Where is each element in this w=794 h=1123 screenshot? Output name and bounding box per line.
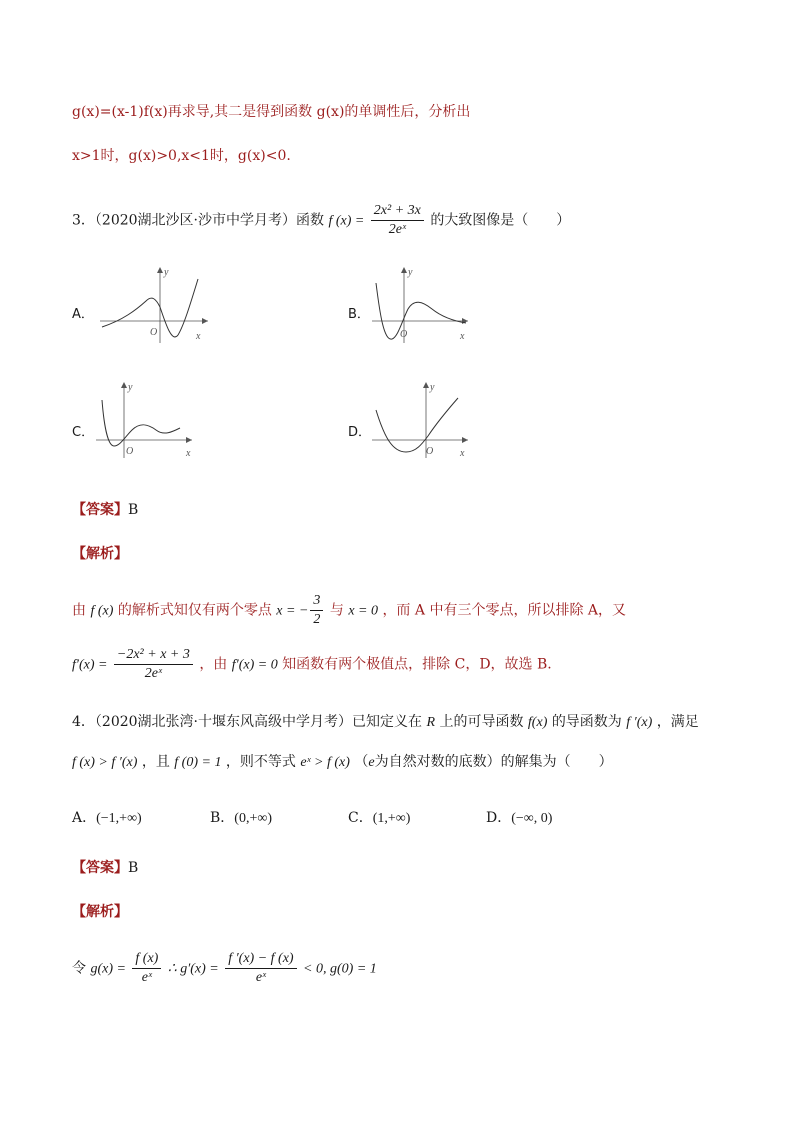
q4-line2-d: 为自然对数的底数）的解集为（ ） [374,754,613,770]
q3-analysis1-x: x = − [276,603,309,619]
q4-option-d[interactable] [486,808,552,829]
intro-line-2: x>1时，g(x)>0,x<1时，g(x)<0. [72,148,291,164]
intro-line-1: g(x)=(x-1)f(x)再求导,其二是得到函数 g(x)的单调性后，分析出 [72,104,471,120]
q3-analysis1-fraction [310,592,323,629]
q3-b-axis-x: x [460,331,465,342]
q3-a-origin: O [150,327,158,338]
q3-a-axis-x: x [196,331,201,342]
q3-answer-tag: 【答案】 [72,502,128,518]
q4-line1-b: 上的可导函数 [439,714,524,730]
q3-analysis1-x0: x = 0 [348,603,378,619]
q4-option-a-label: A． [72,810,97,826]
q3-c-axis-y: y [128,382,133,393]
q4-analysis-line [72,950,377,987]
q4-line2-a: ，且 [141,754,170,770]
q3-analysis-line-1 [72,592,626,629]
q4-option-c-value: (1,+∞) [372,811,411,826]
q4-analysis-heading [72,902,128,922]
q3-b-axis-y: y [408,267,413,278]
q3-a-axis-y: y [164,267,169,278]
q4-option-a-value: (−1,+∞) [96,811,142,826]
q4-answer-value: B [128,860,139,876]
q4-line2-e: e [368,755,375,770]
q3-analysis1-f: f (x) [90,603,114,619]
q4-option-d-value: (−∞, 0) [511,811,553,826]
q3-func-fraction [371,202,424,239]
q4-option-a[interactable] [72,808,142,829]
q3-analysis2-fraction [114,646,193,683]
q4-line2-b: ，则不等式 [225,754,296,770]
q4-line1-fp: f ′(x) [626,715,653,730]
q3-analysis2-lhs: f′(x) = [72,657,108,673]
q4-analysis-num2: f ′(x) − f (x) [225,950,296,969]
q3-option-c-graph[interactable] [94,380,204,460]
q4-analysis-fraction-1 [132,950,161,987]
q4-line1-d: ，满足 [656,714,699,730]
q3-prefix: 3．（2020湖北沙区·沙市中学月考）函数 [72,212,324,229]
q3-answer-value: B [128,502,139,518]
q4-stem-line-2 [72,752,613,773]
q3-suffix: 的大致图像是（ ） [430,212,571,229]
q4-line2-ineq: f (x) > f ′(x) [72,755,138,770]
q4-line1-f: f(x) [527,715,548,730]
q3-analysis1-b: 的解析式知仅有两个零点 [117,602,272,619]
q3-d-axis-y: y [430,382,435,393]
q4-option-c-label: C． [348,810,373,826]
q3-analysis2-a: ，由 [199,656,228,673]
q3-d-axis-x: x [460,448,465,459]
q3-frac-num: 2x² + 3x [371,202,424,221]
q3-c-origin: O [126,446,134,457]
q3-option-b-graph[interactable] [370,265,480,345]
q4-line1-c: 的导函数为 [551,714,622,730]
q4-analysis-den1: eˣ [141,970,152,985]
q4-option-b-value: (0,+∞) [234,811,272,826]
q4-analysis-therefore: ∴ g′(x) = [167,961,219,977]
q4-analysis-fraction-2 [225,950,296,987]
q3-option-d-label[interactable]: D． [348,425,372,440]
q4-analysis-tag: 【解析】 [72,904,128,920]
q3-d-origin: O [426,446,434,457]
q3-func-lhs: f (x) = [328,213,365,229]
q4-analysis-a: 令 [72,960,86,977]
q3-analysis2-b: 知函数有两个极值点，排除 C，D，故选 B. [282,656,552,673]
q4-option-b-label: B． [210,810,235,826]
q3-analysis2-num: −2x² + x + 3 [114,646,193,665]
q3-analysis1-a: 由 [72,602,86,619]
q4-option-b[interactable] [210,808,272,829]
q4-analysis-tail: < 0, g(0) = 1 [303,961,377,977]
q4-line1-a: 4．（2020湖北张湾·十堰东风高级中学月考）已知定义在 [72,714,422,730]
q3-option-d-graph[interactable] [370,380,480,460]
q4-analysis-den2: eˣ [255,970,266,985]
q3-analysis-heading [72,544,128,564]
q3-analysis1-fden: 2 [313,612,321,627]
q3-analysis1-c: 与 [329,602,344,619]
q4-analysis-num1: f (x) [132,950,161,969]
q3-option-a-label[interactable]: A． [72,307,94,322]
q3-analysis-line-2 [72,646,552,683]
q4-analysis-g: g(x) = [90,961,126,977]
q3-option-b-label[interactable]: B． [348,307,370,322]
q3-analysis-tag: 【解析】 [72,546,128,562]
q3-analysis2-den: 2eˣ [144,666,162,681]
q3-stem [72,202,570,239]
q3-analysis1-fnum: 3 [310,592,323,611]
q3-option-c-label[interactable]: C． [72,425,95,440]
q4-option-d-label: D． [486,810,512,826]
q4-answer-tag: 【答案】 [72,860,128,876]
q4-line2-f0: f (0) = 1 [174,755,222,770]
q4-line2-c: （ [354,754,369,770]
q4-stem-line-1 [72,712,699,733]
q3-c-axis-x: x [186,448,191,459]
q4-answer [72,858,138,878]
q4-line2-ineq2: eˣ > f (x) [300,755,350,770]
q4-option-c[interactable] [348,808,410,829]
q3-analysis1-d: ，而 A 中有三个零点，所以排除 A，又 [382,602,627,619]
q3-b-origin: O [400,329,408,340]
q4-line1-R: R [426,715,436,730]
q3-frac-den: 2eˣ [388,222,406,237]
q3-option-a-graph[interactable] [98,265,218,345]
q3-answer [72,500,138,520]
q3-analysis2-eq: f′(x) = 0 [231,657,278,673]
